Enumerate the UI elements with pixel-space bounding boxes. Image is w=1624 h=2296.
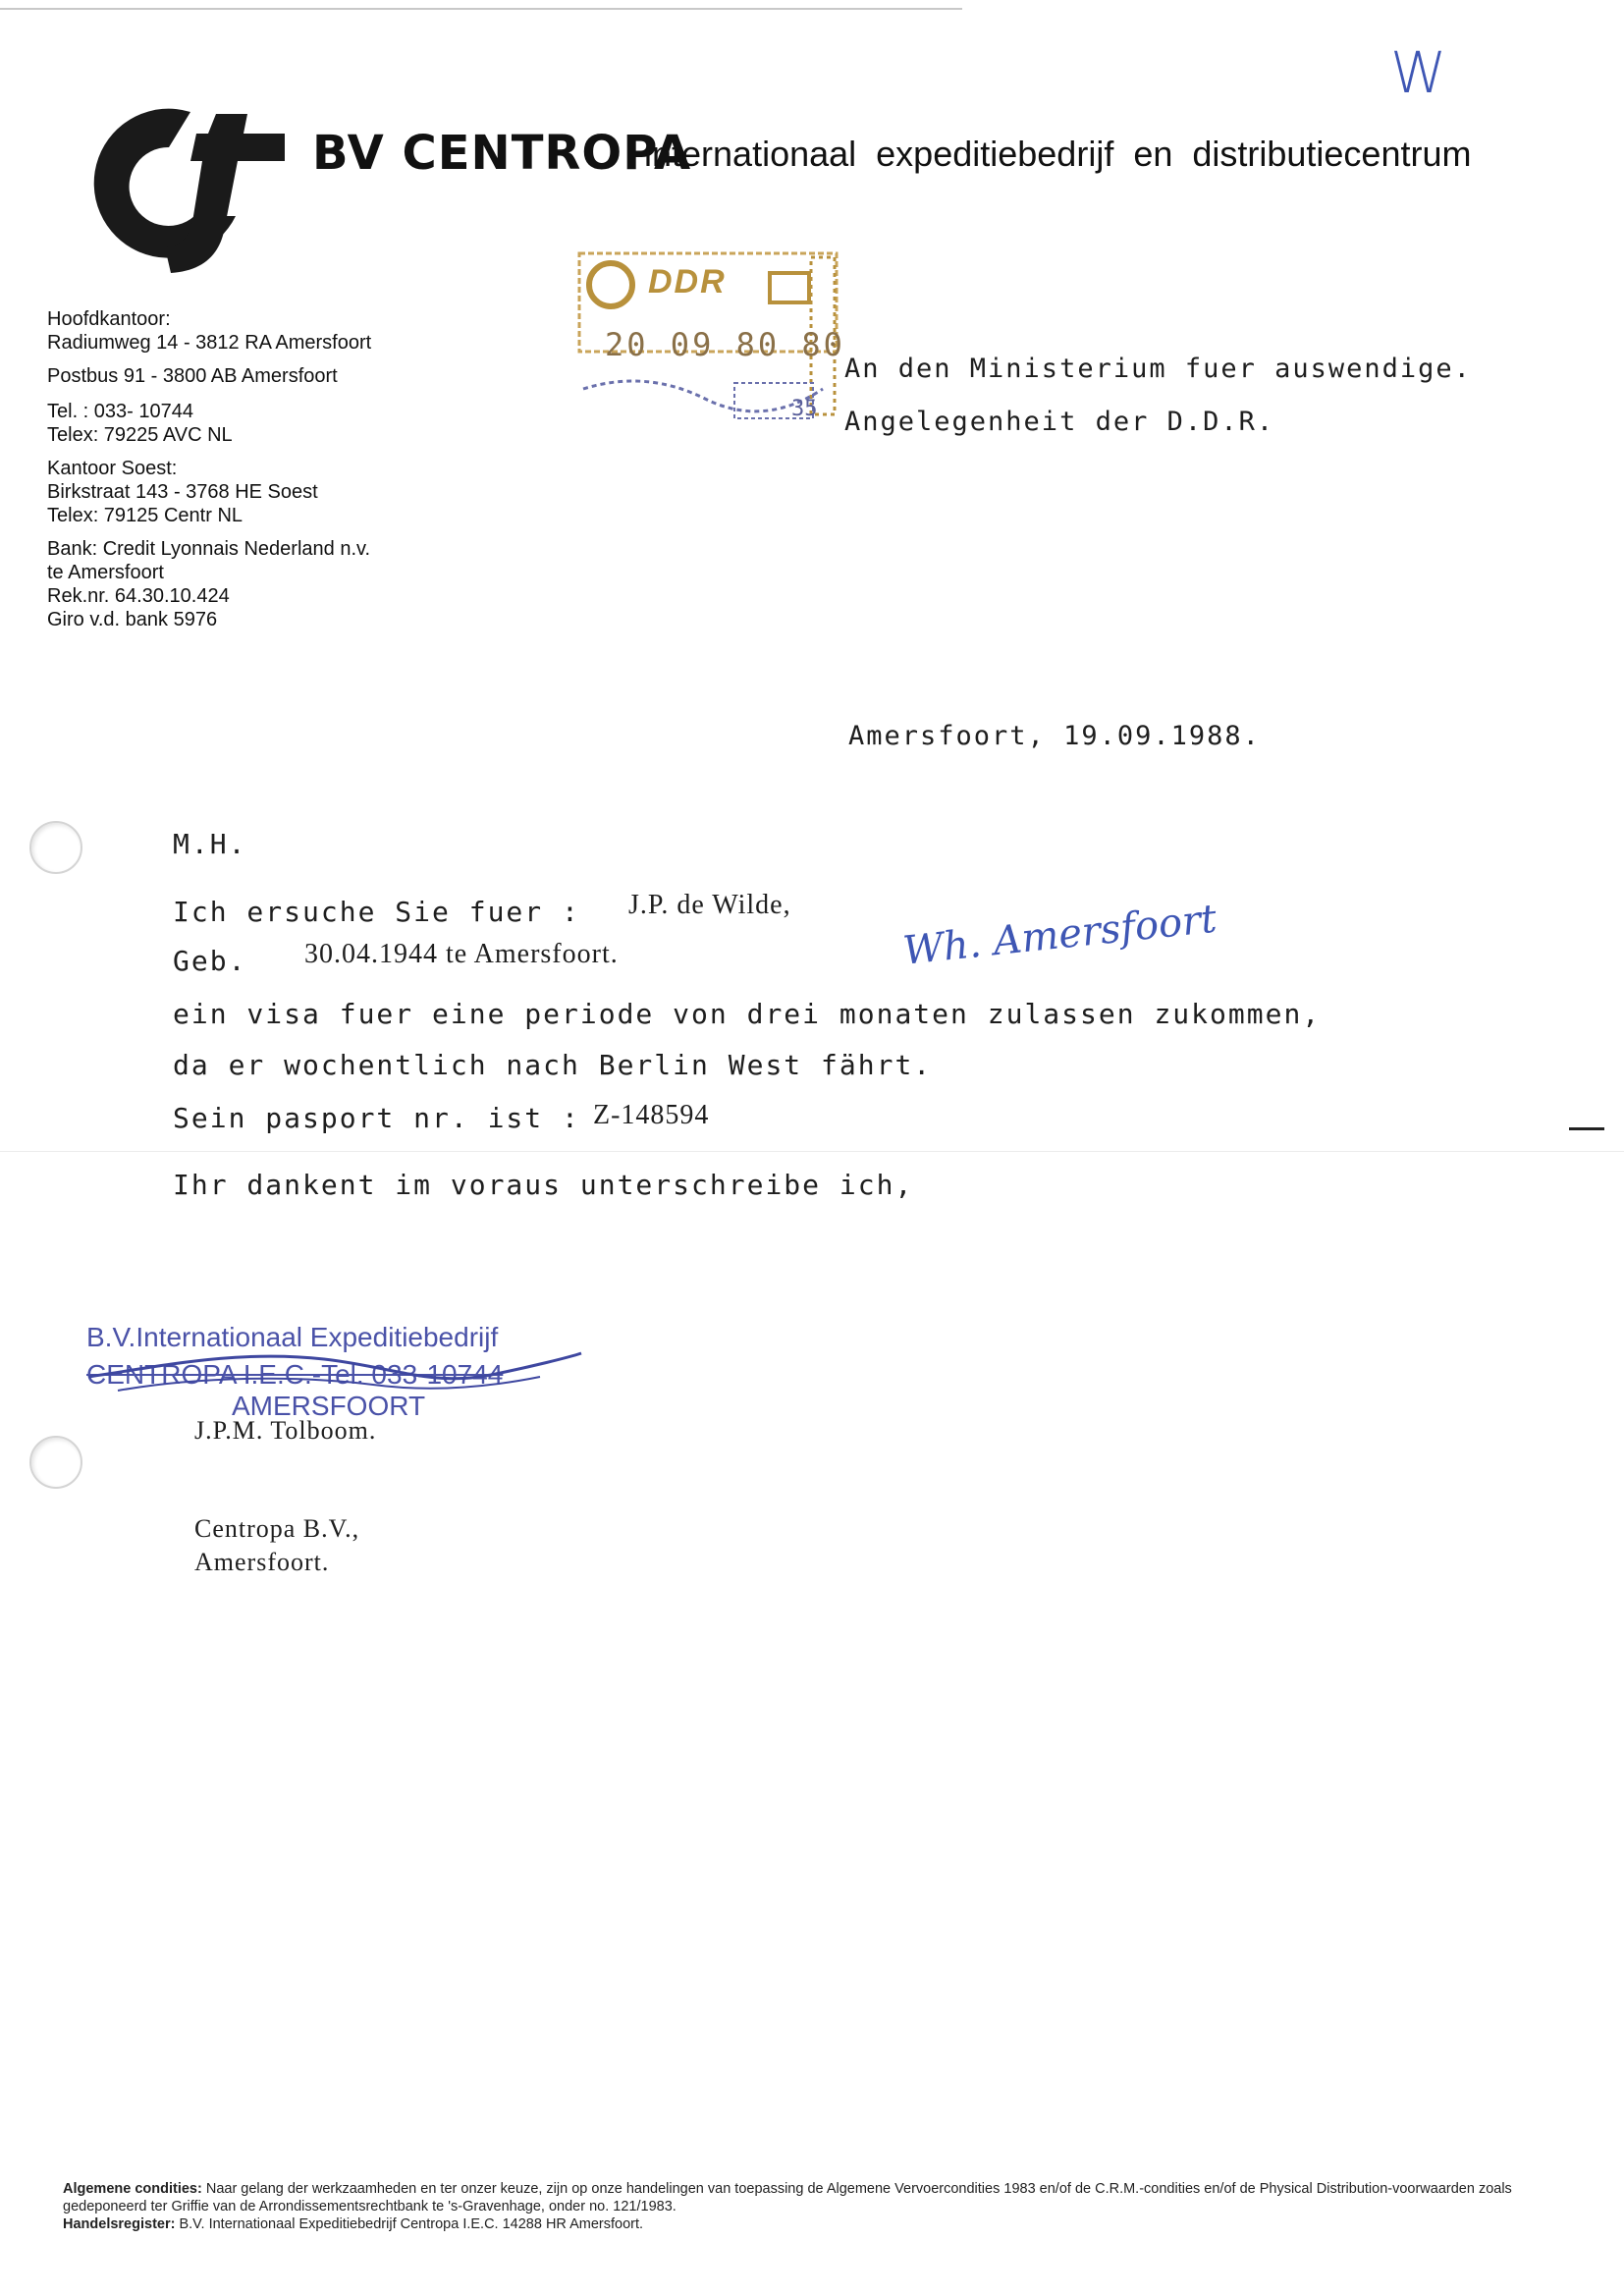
- letter-date: Amersfoort, 19.09.1988.: [848, 721, 1261, 751]
- margin-mark: [1569, 1127, 1604, 1130]
- company-tagline: internationaal expeditiebedrijf en distributiecentrum: [644, 134, 1472, 174]
- handwritten-note: Wh. Amersfoort: [900, 896, 1219, 974]
- handwritten-corner-mark: W: [1390, 39, 1447, 106]
- recipient-line-2: Angelegenheit der D.D.R.: [844, 407, 1275, 437]
- company-line-1: Centropa B.V.,: [194, 1514, 360, 1543]
- body-line-reason: da er wochentlich nach Berlin West fährt.: [173, 1049, 933, 1081]
- footer-register: [63, 2215, 1545, 2233]
- applicant-name: J.P. de Wilde,: [628, 890, 791, 920]
- head-office-postbox: Postbus 91 - 3800 AB Amersfoort: [47, 365, 338, 387]
- bank-location: te Amersfoort: [47, 562, 164, 583]
- recipient-line-1: An den Ministerium fuer auswendige.: [844, 354, 1472, 384]
- soest-office-telex: Telex: 79125 Centr NL: [47, 505, 244, 526]
- closing-line: Ihr dankent im voraus unterschreibe ich,: [173, 1169, 914, 1201]
- footer: [63, 2180, 1545, 2233]
- footer-register-text: B.V. Internationaal Expeditiebedrijf Centropa I.E.C. 14288 HR Amersfoort.: [179, 2216, 644, 2232]
- punch-hole-top: [29, 821, 82, 874]
- birth-label: Geb.: [173, 945, 247, 977]
- stamp-date: 20 09 80 80: [605, 326, 845, 363]
- soest-office-street: Birkstraat 143 - 3768 HE Soest: [47, 481, 318, 503]
- footer-conditions-label: Algemene condities:: [63, 2181, 202, 2197]
- soest-office-label: Kantoor Soest:: [47, 458, 178, 479]
- bank-name: Bank: Credit Lyonnais Nederland n.v.: [47, 538, 371, 560]
- footer-register-label: Handelsregister:: [63, 2216, 176, 2232]
- head-office-telex: Telex: 79225 AVC NL: [47, 424, 233, 446]
- salutation: M.H.: [173, 828, 247, 860]
- body-line-visa: ein visa fuer eine periode von drei monaten zulassen zukommen,: [173, 998, 1322, 1030]
- head-office-street: Radiumweg 14 - 3812 RA Amersfoort: [47, 332, 372, 354]
- company-stamp-line-2: CENTROPA I.E.C.-Tel. 033-10744: [86, 1359, 504, 1390]
- company-stamp-line-3: AMERSFOORT: [232, 1391, 426, 1421]
- head-office-phone: Tel. : 033- 10744: [47, 401, 193, 422]
- head-office-label: Hoofdkantoor:: [47, 308, 171, 330]
- birth-date-place: 30.04.1944 te Amersfoort.: [304, 939, 619, 969]
- footer-conditions: [63, 2180, 1545, 2215]
- fold-line: [0, 1151, 1624, 1152]
- signer-name: J.P.M. Tolboom.: [194, 1416, 377, 1445]
- signature: [79, 1338, 589, 1406]
- bank-account: Rek.nr. 64.30.10.424: [47, 585, 230, 607]
- bank-giro: Giro v.d. bank 5976: [47, 609, 218, 630]
- stamp-ddr-label: DDR: [648, 263, 727, 301]
- top-edge-rule: [0, 8, 962, 10]
- passport-number: Z-148594: [593, 1100, 710, 1130]
- company-stamp-line-1: B.V.Internationaal Expeditiebedrijf: [86, 1322, 499, 1352]
- punch-hole-bottom: [29, 1436, 82, 1489]
- company-name: BV CENTROPA: [312, 126, 692, 181]
- stamp-number: 35: [791, 397, 818, 421]
- centropa-logo: [43, 84, 308, 281]
- passport-label: Sein pasport nr. ist :: [173, 1102, 580, 1134]
- footer-conditions-text: Naar gelang der werkzaamheden en ter onzer keuze, zijn op onze handelingen van toepassing de Algemene Vervoercondities 1983 en/of de C.R.M.-condities en/of de Physical Distribution-voorwaarden zoals gedeponeerd ter Griffie van de Arrondissementsrechtbank te 's-Gravenhage, onder no. 121/1983.: [63, 2181, 1512, 2214]
- request-line-prefix: Ich ersuche Sie fuer :: [173, 896, 580, 928]
- company-line-2: Amersfoort.: [194, 1548, 330, 1576]
